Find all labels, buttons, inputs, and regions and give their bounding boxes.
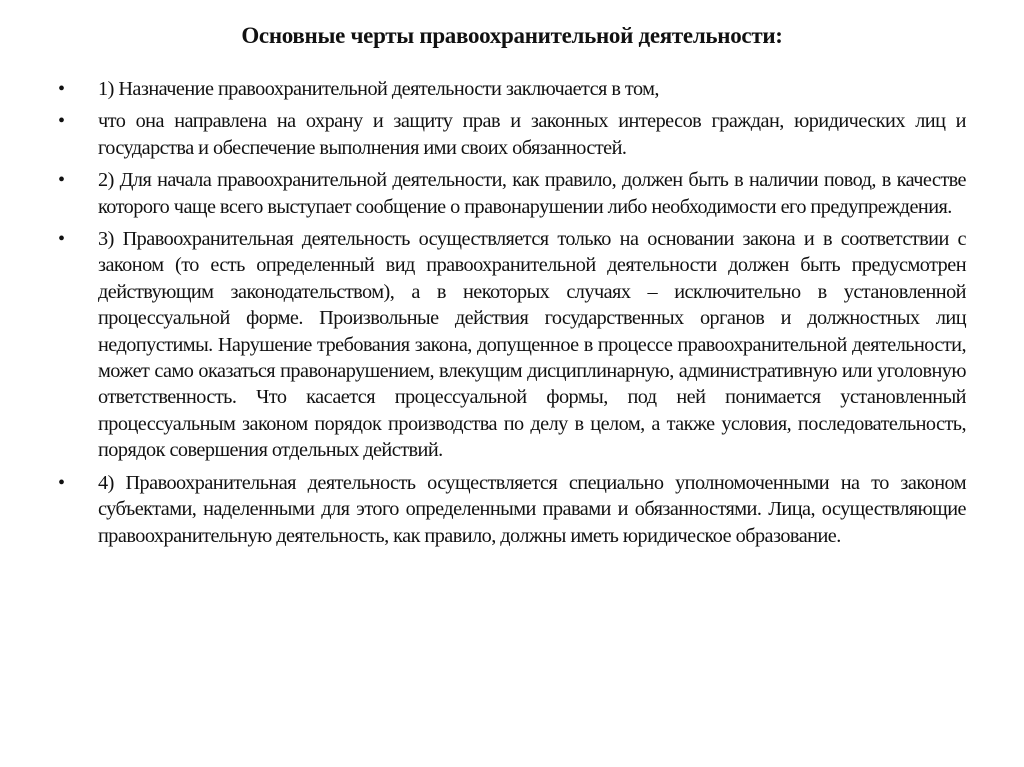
list-item-text: что она направлена на охрану и защиту прав и законных интересов граждан, юридических лиц и государства и обеспечение выполнения ими своих обязанностей. [98,110,966,159]
list-item [58,167,966,220]
bullet-icon: • [58,169,66,192]
list-item-text: 1) Назначение правоохранительной деятельности заключается в том, [98,78,659,100]
bullet-icon: • [58,110,66,133]
slide-title: Основные черты правоохранительной деятельности: [241,23,783,48]
list-item [58,470,966,549]
list-item [58,108,966,161]
list-item-text: 2) Для начала правоохранительной деятельности, как правило, должен быть в наличии повод, в качестве которого чаще всего выступает сообщение о правонарушении либо необходимости его предупреждения. [98,169,966,218]
list-item-text: 3) Правоохранительная деятельность осуществляется только на основании закона и в соответствии с законом (то есть определенный вид правоохранительной деятельности должен быть предусмотрен действующим законодательством), а в некоторых случаях – исключительно в установленной процессуальной форме. Произвольные действия государственных органов и должностных лиц недопустимы. Нарушение требования закона, допущенное в процессе правоохранительной деятельности, может само оказаться правонарушением, влекущим дисциплинарную, административную или уголовную ответственность. Что касается процессуальной формы, под ней понимается установленный процессуальным законом порядок производства по делу в целом, а также условия, последовательность, порядок совершения отдельных действий. [98,228,966,462]
bullet-list [58,76,966,555]
list-item [58,76,966,102]
bullet-icon: • [58,228,66,251]
list-item [58,226,966,464]
list-item-text: 4) Правоохранительная деятельность осуществляется специально уполномоченными на то законом субъектами, наделенными для этого определенными правами и обязанностями. Лица, осуществляющие правоохранительную деятельность, как правило, должны иметь юридическое образование. [98,471,966,547]
bullet-icon: • [58,78,66,100]
bullet-icon: • [58,471,66,494]
